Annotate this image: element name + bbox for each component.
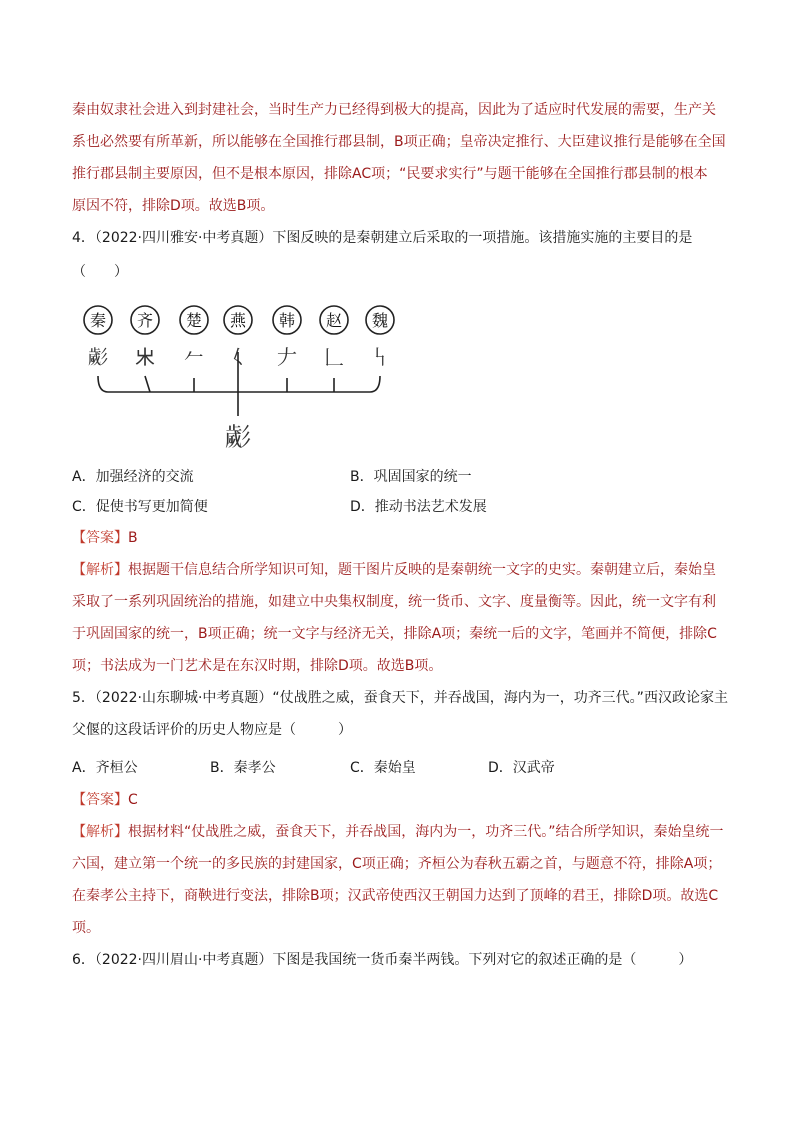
q5-option-d[interactable]: D．汉武帝 bbox=[488, 760, 555, 776]
state-name: 赵 bbox=[325, 311, 343, 330]
q5-stem-line-1: 5．（2022·山东聊城·中考真题）“仗战胜之威，蚕食天下，并吞战国，海内为一，功齐三代。”西汉政论家主 bbox=[72, 690, 728, 706]
q5-stem-line-2: 父偃的这段话评价的历史人物应是（ ） bbox=[72, 722, 352, 738]
q4-analysis-line-3: 于巩固国家的统一，B项正确；统一文字与经济无关，排除A项；秦统一后的文字，笔画并不简便，排除C bbox=[72, 626, 717, 642]
q5-option-b[interactable]: B．秦孝公 bbox=[210, 760, 276, 776]
q4-option-d[interactable]: D．推动书法艺术发展 bbox=[350, 499, 487, 515]
bracket-tick bbox=[145, 376, 150, 392]
seal-script-glyph: 𢒱 bbox=[88, 345, 108, 369]
state-name: 秦 bbox=[89, 311, 107, 330]
analysis-tag: 【解析】 bbox=[72, 562, 128, 578]
q5-answer bbox=[72, 790, 732, 810]
q5-analysis-line-2: 六国，建立第一个统一的多民族的封建国家，C项正确；齐桓公为春秋五霸之首，与题意不符，排除A项； bbox=[72, 856, 722, 872]
q4-answer bbox=[72, 528, 732, 548]
q5-analysis-line-1: 【解析】根据材料“仗战胜之威，蚕食天下，并吞战国，海内为一，功齐三代。”结合所学知识，秦始皇统一 bbox=[72, 824, 724, 840]
answer-tag: 【答案】 bbox=[72, 792, 128, 808]
answer-tag: 【答案】 bbox=[72, 530, 128, 546]
seal-script-glyph: 𠂇 bbox=[277, 345, 297, 369]
carryover-line-1: 秦由奴隶社会进入到封建社会，当时生产力已经得到极大的提高，因此为了适应时代发展的需要，生产关 bbox=[72, 102, 716, 118]
q4-answer-value: B bbox=[128, 530, 138, 546]
seal-script-glyph: 𡿨 bbox=[228, 345, 248, 369]
seal-script-glyph: 𠃑 bbox=[370, 345, 390, 369]
q4-blank: （ ） bbox=[72, 264, 128, 280]
unified-seal-glyph: 𢒱 bbox=[224, 423, 252, 453]
q6-stem: 6．（2022·四川眉山·中考真题）下图是我国统一货币秦半两钱。下列对它的叙述正确的是（ ） bbox=[72, 952, 693, 968]
analysis-tag: 【解析】 bbox=[72, 824, 128, 840]
q5-option-c[interactable]: C．秦始皇 bbox=[350, 760, 416, 776]
q4-analysis-line-1: 【解析】根据题干信息结合所学知识可知，题干图片反映的是秦朝统一文字的史实。秦朝建立后，秦始皇 bbox=[72, 562, 716, 578]
state-name: 韩 bbox=[278, 311, 296, 330]
q5-analysis-line-4: 项。 bbox=[72, 920, 100, 936]
state-name: 燕 bbox=[229, 311, 247, 330]
q5-answer-value: C bbox=[128, 792, 138, 808]
q4-option-b[interactable]: B．巩固国家的统一 bbox=[350, 469, 472, 485]
q4-stem: 4．（2022·四川雅安·中考真题）下图反映的是秦朝建立后采取的一项措施。该措施实施的主要目的是 bbox=[72, 230, 693, 246]
q4-analysis-line-2: 采取了一系列巩固统治的措施，如建立中央集权制度，统一货币、文字、度量衡等。因此，统一文字有利 bbox=[72, 594, 716, 610]
seal-script-glyph: 𠃊 bbox=[324, 345, 344, 369]
script-unification-figure bbox=[78, 298, 398, 460]
carryover-line-2: 系也必然要有所革新，所以能够在全国推行郡县制，B项正确；皇帝决定推行、大臣建议推行是能够在全国 bbox=[72, 134, 726, 150]
state-name: 魏 bbox=[371, 311, 389, 330]
bracket-line bbox=[98, 376, 380, 392]
seal-script-glyph: 𣎵 bbox=[135, 345, 155, 369]
q4-option-a[interactable]: A．加强经济的交流 bbox=[72, 469, 194, 485]
carryover-line-3: 推行郡县制主要原因，但不是根本原因，排除AC项；“民要求实行”与题干能够在全国推行郡县制的根本 bbox=[72, 166, 708, 182]
carryover-line-4: 原因不符，排除D项。故选B项。 bbox=[72, 198, 275, 214]
seal-script-glyph: 𠂉 bbox=[184, 345, 204, 369]
q5-option-a[interactable]: A．齐桓公 bbox=[72, 760, 138, 776]
state-name: 楚 bbox=[185, 311, 203, 330]
q4-analysis-line-4: 项；书法成为一门艺术是在东汉时期，排除D项。故选B项。 bbox=[72, 658, 443, 674]
q4-option-c[interactable]: C．促使书写更加简便 bbox=[72, 499, 208, 515]
state-name: 齐 bbox=[136, 311, 154, 330]
q5-analysis-line-3: 在秦孝公主持下，商鞅进行变法，排除B项；汉武帝使西汉王朝国力达到了顶峰的君王，排除D项。故选C bbox=[72, 888, 719, 904]
